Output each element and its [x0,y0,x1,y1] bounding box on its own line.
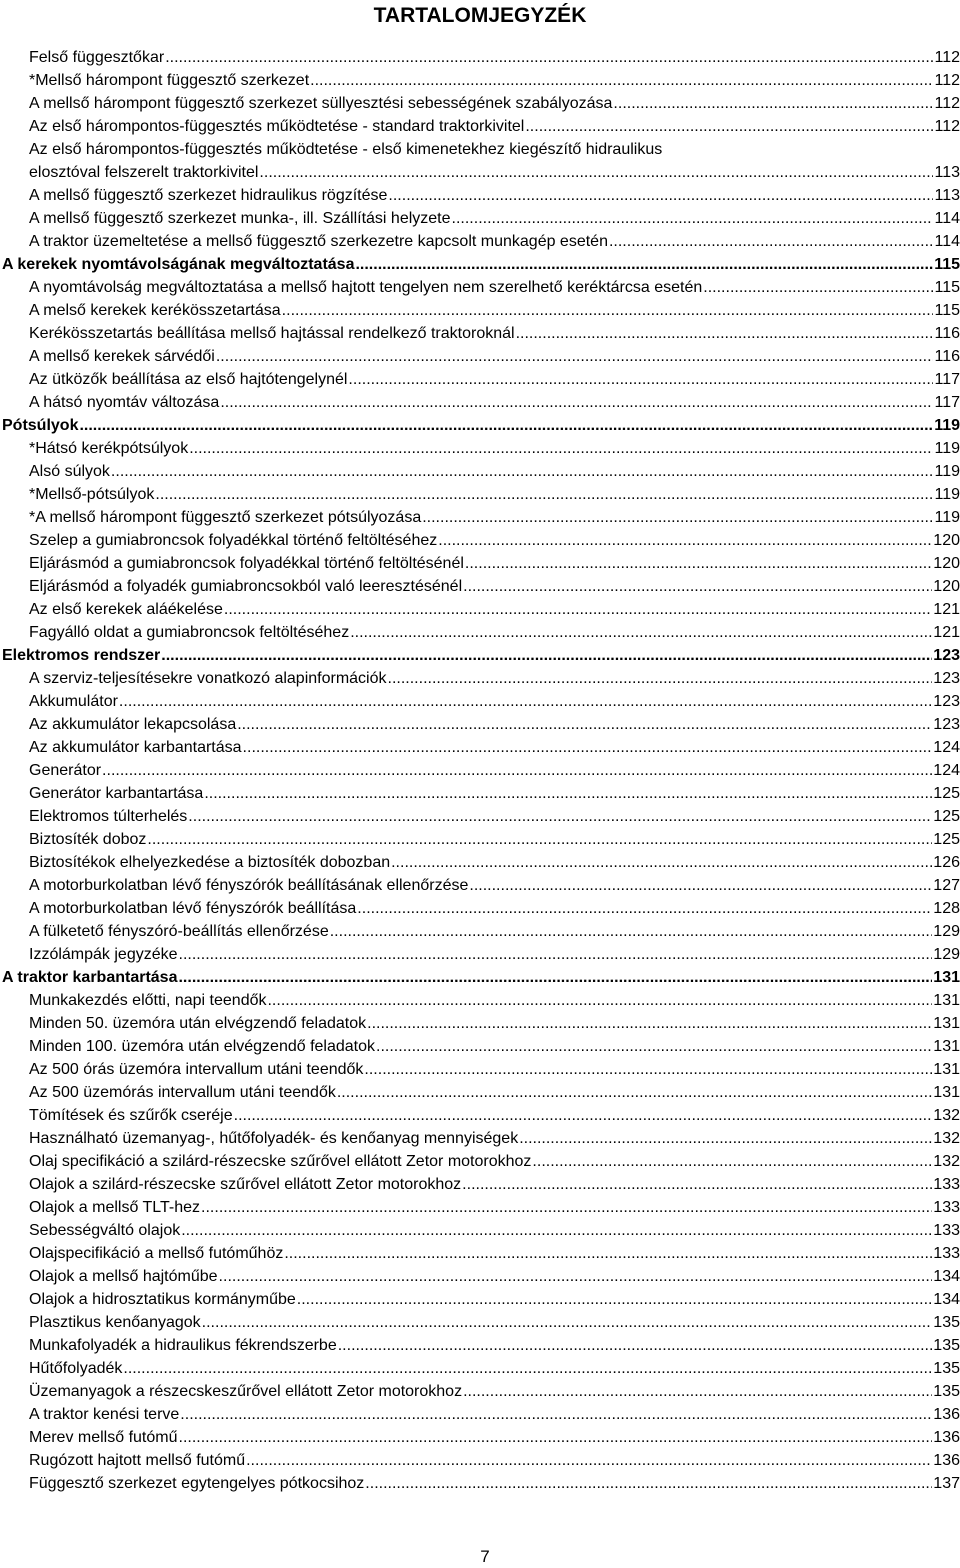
toc-page-number: 124 [933,762,960,779]
toc-entry[interactable] [0,805,960,828]
toc-leader-dots [119,690,932,713]
toc-entry-title: A nyomtávolság megváltoztatása a mellső hajtott tengelyen nem szerelhető keréktárcsa esetén [29,279,703,296]
toc-entry[interactable] [0,483,960,506]
toc-entry[interactable] [0,230,960,253]
toc-leader-dots [224,598,932,621]
toc-leader-dots [188,805,932,828]
toc-entry[interactable] [0,506,960,529]
toc-entry[interactable] [0,1288,960,1311]
toc-entry-title: *A mellső hárompont függesztő szerkezet pótsúlyozása [29,509,422,526]
toc-page-number: 116 [934,325,960,342]
toc-page-number: 132 [933,1130,960,1147]
toc-page-number: 133 [933,1199,960,1216]
toc-page-number: 119 [934,509,960,526]
toc-page-number: 120 [933,578,960,595]
toc-page-number: 133 [933,1222,960,1239]
toc-leader-dots [391,851,932,874]
toc-entry-title: Olajok a hidrosztatikus kormányműbe [29,1291,296,1308]
toc-page-number: 114 [934,233,960,250]
toc-page-number: 114 [934,210,960,227]
toc-page-number: 123 [933,693,960,710]
toc-page-number: 112 [934,95,960,112]
toc-page-number: 117 [934,394,960,411]
toc-page-number: 131 [933,1061,960,1078]
toc-leader-dots [123,1357,932,1380]
toc-entry-title: A hátsó nyomtáv változása [29,394,220,411]
toc-leader-dots [284,1242,932,1265]
toc-leader-dots [219,1265,933,1288]
toc-entry-title: Pótsúlyok [2,417,79,434]
toc-entry[interactable] [0,1219,960,1242]
toc-leader-dots [463,575,932,598]
toc-leader-dots [282,299,934,322]
toc-leader-dots [297,1288,933,1311]
toc-entry[interactable] [0,621,960,644]
toc-entry-title: A mellső függesztő szerkezet hidraulikus rögzítése [29,187,388,204]
toc-entry-title: *Mellső-pótsúlyok [29,486,155,503]
toc-entry-title: Generátor karbantartása [29,785,204,802]
toc-leader-dots [516,322,934,345]
toc-leader-dots [348,368,933,391]
toc-leader-dots [216,345,934,368]
toc-leader-dots [181,1219,932,1242]
toc-leader-dots [102,759,932,782]
toc-entry[interactable] [0,322,960,345]
toc-entry-title: A mellső kerekek sárvédői [29,348,215,365]
toc-page-number: 119 [934,440,960,457]
toc-entry-title: Eljárásmód a gumiabroncsok folyadékkal történő feltöltésénél [29,555,464,572]
toc-leader-dots [703,276,933,299]
toc-leader-dots [220,391,933,414]
toc-page-number: 115 [934,279,960,296]
toc-leader-dots [388,667,933,690]
toc-page-number: 120 [933,532,960,549]
toc-entry[interactable] [0,1472,960,1495]
toc-entry-title: A szerviz-teljesítésekre vonatkozó alapinformációk [29,670,387,687]
toc-entry[interactable] [0,1426,960,1449]
toc-page-number: 112 [934,72,960,89]
toc-entry-title: Generátor [29,762,102,779]
toc-leader-dots [367,1012,932,1035]
toc-page-number: 112 [934,118,960,135]
toc-entry[interactable] [0,1242,960,1265]
toc-leader-dots [532,1150,932,1173]
toc-page-number: 115 [934,302,960,319]
toc-page-number: 131 [933,992,960,1009]
toc-entry[interactable] [0,759,960,782]
toc-leader-dots [364,1058,932,1081]
toc-page-number: 125 [933,785,960,802]
toc-page-number: 137 [933,1475,960,1492]
toc-page-number: 125 [933,808,960,825]
toc-entry[interactable] [0,1150,960,1173]
toc-page-number: 133 [933,1176,960,1193]
toc-entry-title: A fülketető fényszóró-beállítás ellenőrzése [29,923,329,940]
toc-page-number: 119 [934,486,960,503]
toc-leader-dots [376,1035,932,1058]
toc-leader-dots [357,897,932,920]
toc-entry-title: A motorburkolatban lévő fényszórók beállítása [29,900,357,917]
toc-entry[interactable] [0,299,960,322]
toc-entry-title: Felső függesztőkar [29,49,165,66]
toc-leader-dots [462,1173,932,1196]
toc-leader-dots [189,437,933,460]
page-title: TARTALOMJEGYZÉK [373,4,587,27]
toc-entry[interactable] [0,989,960,1012]
toc-entry[interactable] [0,943,960,966]
toc-leader-dots [243,736,933,759]
toc-leader-dots [204,782,932,805]
toc-page-number: 125 [933,831,960,848]
toc-leader-dots [267,989,932,1012]
toc-entry[interactable] [0,276,960,299]
toc-entry[interactable] [0,184,960,207]
toc-entry-title: elosztóval felszerelt traktorkivitel [29,164,259,181]
toc-page-number: 129 [933,923,960,940]
toc-entry-title: Olajspecifikáció a mellső futóműhöz [29,1245,284,1262]
toc-entry-title: Elektromos túlterhelés [29,808,188,825]
toc-leader-dots [147,828,932,851]
toc-entry-title: Szelep a gumiabroncsok folyadékkal történő feltöltéséhez [29,532,438,549]
toc-leader-dots [609,230,934,253]
toc-entry-title: Sebességváltó olajok [29,1222,181,1239]
toc-page-number: 119 [934,463,960,480]
toc-leader-dots [613,92,933,115]
toc-entry-title: Kerékösszetartás beállítása mellső hajtással rendelkező traktoroknál [29,325,515,342]
toc-entry-title: Tömítések és szűrők cseréje [29,1107,233,1124]
toc-entry-title: Az első hárompontos-függesztés működtetése - első kimenetekhez kiegészítő hidraulikus [29,141,663,158]
toc-entry[interactable] [0,552,960,575]
toc-page-number: 131 [933,1084,960,1101]
toc-page-number: 124 [933,739,960,756]
toc-entry[interactable] [0,897,960,920]
toc-leader-dots [202,1311,933,1334]
toc-leader-dots [330,920,933,943]
toc-entry-title: Az első kerekek aláékelése [29,601,223,618]
toc-entry-title: Az 500 órás üzemóra intervallum utáni teendők [29,1061,364,1078]
toc-entry[interactable] [0,207,960,230]
toc-entry[interactable] [0,1127,960,1150]
toc-leader-dots [350,621,932,644]
toc-entry[interactable] [0,920,960,943]
toc-entry[interactable] [0,782,960,805]
toc-entry[interactable] [0,874,960,897]
toc-entry-title: Akkumulátor [29,693,118,710]
toc-page-number: 134 [933,1291,960,1308]
toc-leader-dots [180,1403,932,1426]
toc-entry[interactable] [0,1334,960,1357]
toc-entry[interactable] [0,598,960,621]
table-of-contents [0,46,960,1495]
page-number: 7 [480,1547,490,1566]
toc-entry-title: Izzólámpák jegyzéke [29,946,178,963]
toc-leader-dots [165,46,933,69]
toc-leader-dots [246,1449,932,1472]
toc-entry-title: Üzemanyagok a részecskeszűrővel ellátott Zetor motorokhoz [29,1383,463,1400]
toc-entry-title: A traktor üzemeltetése a mellső függesztő szerkezetre kapcsolt munkagép esetén [29,233,608,250]
toc-entry-title: Merev mellső futómű [29,1429,178,1446]
toc-entry[interactable] [0,529,960,552]
toc-page-number: 115 [934,256,960,273]
toc-entry-title: Olajok a mellső hajtóműbe [29,1268,218,1285]
toc-page-number: 128 [933,900,960,917]
toc-page-number: 117 [934,371,960,388]
toc-entry[interactable] [0,138,960,161]
toc-entry-title: Munkafolyadék a hidraulikus fékrendszerbe [29,1337,337,1354]
toc-entry[interactable] [0,1104,960,1127]
toc-page-number: 123 [933,647,960,664]
toc-leader-dots [388,184,933,207]
toc-leader-dots [355,253,933,276]
toc-entry-title: A kerekek nyomtávolságának megváltoztatása [2,256,355,273]
toc-page-number: 126 [933,854,960,871]
toc-entry-title: Az akkumulátor karbantartása [29,739,242,756]
toc-entry-title: Munkakezdés előtti, napi teendők [29,992,267,1009]
toc-page-number: 136 [933,1429,960,1446]
toc-entry[interactable] [0,1311,960,1334]
toc-leader-dots [234,1104,933,1127]
toc-entry-title: Függesztő szerkezet egytengelyes pótkocsihoz [29,1475,365,1492]
toc-entry[interactable] [0,575,960,598]
toc-leader-dots [365,1472,932,1495]
toc-page-number: 121 [933,601,960,618]
toc-entry-title: Az első hárompontos-függesztés működtetése - standard traktorkivitel [29,118,525,135]
toc-leader-dots [201,1196,932,1219]
toc-page-number: 123 [933,716,960,733]
toc-section-entry[interactable] [0,644,960,667]
toc-entry-title: Használható üzemanyag-, hűtőfolyadék- és kenőanyag mennyiségek [29,1130,519,1147]
toc-leader-dots [310,69,933,92]
toc-page-number: 112 [934,49,960,66]
toc-leader-dots [465,552,932,575]
toc-entry-title: Olaj specifikáció a szilárd-részecske szűrővel ellátott Zetor motorokhoz [29,1153,532,1170]
toc-page-number: 131 [933,1015,960,1032]
toc-leader-dots [155,483,933,506]
toc-leader-dots [337,1081,932,1104]
toc-entry-title: A traktor kenési terve [29,1406,180,1423]
toc-entry-title: Olajok a mellső TLT-hez [29,1199,201,1216]
toc-entry-title: Rugózott hajtott mellső futómű [29,1452,246,1469]
toc-entry[interactable] [0,1196,960,1219]
toc-page-number: 135 [933,1314,960,1331]
toc-leader-dots [525,115,933,138]
toc-entry-title: Alsó súlyok [29,463,110,480]
toc-entry-title: Az ütközők beállítása az első hajtótengelynél [29,371,348,388]
toc-page-number: 131 [933,1038,960,1055]
toc-entry[interactable] [0,391,960,414]
toc-entry-title: A motorburkolatban lévő fényszórók beállításának ellenőrzése [29,877,469,894]
toc-entry-title: A melső kerekek kerékösszetartása [29,302,281,319]
toc-entry-title: Fagyálló oldat a gumiabroncsok feltöltéséhez [29,624,350,641]
toc-leader-dots [161,644,932,667]
toc-page-number: 135 [933,1360,960,1377]
toc-entry[interactable] [0,828,960,851]
toc-leader-dots [519,1127,932,1150]
toc-entry[interactable] [0,1357,960,1380]
toc-entry[interactable] [0,1403,960,1426]
toc-entry[interactable] [0,69,960,92]
toc-section-entry[interactable] [0,966,960,989]
toc-entry-title: Plasztikus kenőanyagok [29,1314,201,1331]
toc-section-entry[interactable] [0,414,960,437]
toc-leader-dots [338,1334,933,1357]
toc-entry[interactable] [0,1265,960,1288]
toc-entry-title: A mellső függesztő szerkezet munka-, ill. Szállítási helyzete [29,210,451,227]
toc-page-number: 121 [933,624,960,641]
toc-entry[interactable] [0,1081,960,1104]
toc-entry-title: Elektromos rendszer [2,647,161,664]
toc-entry-title: Biztosítékok elhelyezkedése a biztosíték dobozban [29,854,391,871]
toc-entry-title: Minden 100. üzemóra után elvégzendő feladatok [29,1038,376,1055]
toc-page-number: 131 [933,969,960,986]
toc-leader-dots [178,966,932,989]
toc-leader-dots [469,874,932,897]
toc-entry[interactable] [0,690,960,713]
toc-entry-title: Minden 50. üzemóra után elvégzendő feladatok [29,1015,367,1032]
toc-entry-title: Biztosíték doboz [29,831,147,848]
toc-entry-title: Az 500 üzemórás intervallum utáni teendők [29,1084,336,1101]
toc-entry[interactable] [0,1449,960,1472]
toc-entry[interactable] [0,736,960,759]
toc-page-number: 133 [933,1245,960,1262]
toc-entry-title: *Mellső hárompont függesztő szerkezet [29,72,310,89]
toc-page-number: 134 [933,1268,960,1285]
toc-page-number: 135 [933,1337,960,1354]
toc-entry-title: A traktor karbantartása [2,969,178,986]
toc-leader-dots [463,1380,932,1403]
toc-entry[interactable] [0,437,960,460]
toc-page-number: 113 [934,187,960,204]
toc-leader-dots [179,1426,933,1449]
toc-page-number: 135 [933,1383,960,1400]
toc-leader-dots [79,414,933,437]
toc-entry[interactable] [0,851,960,874]
toc-page-number: 136 [933,1452,960,1469]
toc-entry-title: Az akkumulátor lekapcsolása [29,716,237,733]
toc-entry[interactable] [0,1058,960,1081]
toc-entry[interactable] [0,368,960,391]
toc-entry[interactable] [0,161,960,184]
toc-leader-dots [237,713,932,736]
toc-leader-dots [422,506,933,529]
toc-page-number: 119 [934,417,960,434]
toc-page-number: 120 [933,555,960,572]
toc-entry[interactable] [0,1173,960,1196]
toc-entry[interactable] [0,460,960,483]
toc-entry[interactable] [0,1035,960,1058]
toc-page-number: 132 [933,1153,960,1170]
toc-leader-dots [452,207,934,230]
toc-page-number: 136 [933,1406,960,1423]
toc-entry-title: Eljárásmód a folyadék gumiabroncsokból való leeresztésénél [29,578,463,595]
toc-leader-dots [179,943,933,966]
toc-entry[interactable] [0,92,960,115]
toc-page-number: 132 [933,1107,960,1124]
toc-page-number: 123 [933,670,960,687]
toc-page-number: 127 [933,877,960,894]
toc-page-number: 129 [933,946,960,963]
toc-entry[interactable] [0,713,960,736]
toc-page-number: 113 [934,164,960,181]
toc-entry[interactable] [0,115,960,138]
toc-entry[interactable] [0,345,960,368]
toc-leader-dots [111,460,934,483]
toc-entry-title: Olajok a szilárd-részecske szűrővel ellátott Zetor motorokhoz [29,1176,462,1193]
toc-leader-dots [438,529,932,552]
toc-entry-title: *Hátsó kerékpótsúlyok [29,440,189,457]
toc-entry[interactable] [0,1380,960,1403]
toc-page-number: 116 [934,348,960,365]
toc-entry-title: A mellső hárompont függesztő szerkezet süllyesztési sebességének szabályozása [29,95,613,112]
toc-section-entry[interactable] [0,253,960,276]
toc-entry[interactable] [0,667,960,690]
toc-entry[interactable] [0,1012,960,1035]
toc-leader-dots [259,161,933,184]
toc-entry[interactable] [0,46,960,69]
toc-entry-title: Hűtőfolyadék [29,1360,123,1377]
